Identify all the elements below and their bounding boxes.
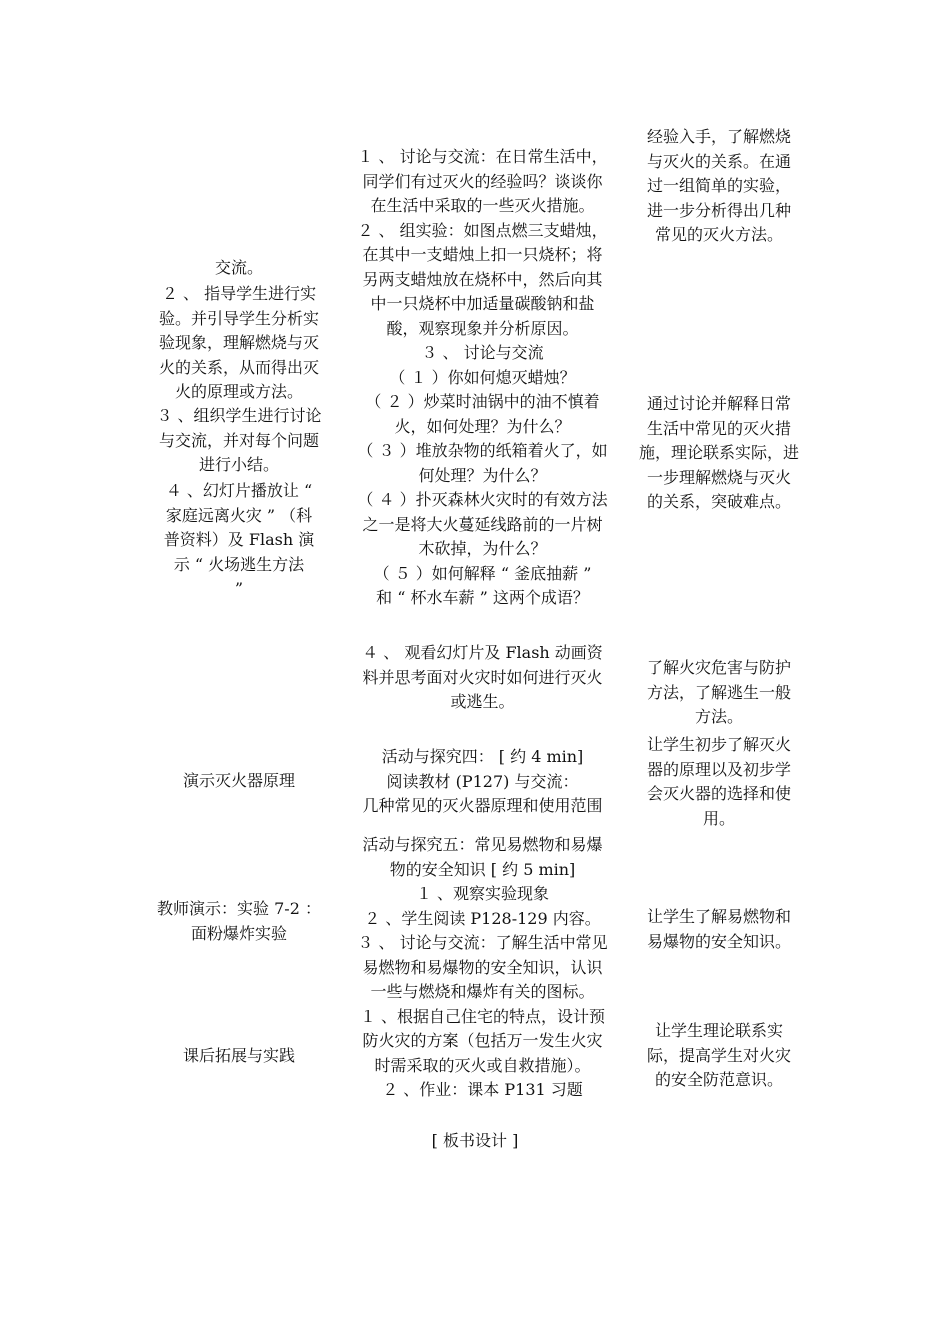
student-activity-line: 时需采取的灭火或自救措施）。 — [374, 1055, 591, 1075]
teacher-activity-line: ２ 、 指导学生进行实 — [161, 284, 317, 303]
student-activity-line: 何处理？为什么？ — [418, 465, 547, 485]
design-intent-line: 方法，了解逃生一般 — [646, 682, 791, 702]
student-activity-line: 阅读教材 (P127) 与交流： — [386, 771, 579, 791]
teacher-activity-line: ４ 、幻灯片播放让 “ — [165, 481, 313, 500]
design-intent-line: 让学生初步了解灭火 — [646, 735, 791, 754]
design-intent-block — [630, 905, 808, 954]
teacher-activity-line: ３ 、组织学生进行讨论 — [156, 406, 322, 425]
student-activity-line: 易燃物和易爆物的安全知识，认识 — [362, 957, 603, 977]
design-intent-line: 的关系，突破难点。 — [646, 492, 791, 511]
student-activity-line: ２ 、 组实验：如图点燃三支蜡烛， — [357, 220, 608, 240]
student-activity-line: （ ４ ）扑灭森林火灾时的有效方法 — [357, 490, 608, 509]
student-activity-line: （ ２ ）炒菜时油锅中的油不慎着 — [365, 392, 600, 411]
teacher-activity-line: 火的原理或方法。 — [174, 382, 303, 401]
design-intent-line: 易爆物的安全知识。 — [646, 931, 791, 951]
teacher-activity-line: 面粉爆炸实验 — [190, 923, 287, 943]
teacher-activity-line: 火的关系，从而得出灭 — [158, 357, 319, 377]
student-activity-line: 木砍掉，为什么？ — [418, 539, 547, 558]
teacher-activity-line: 家庭远离火灾 ” （科 — [165, 505, 313, 525]
teacher-activity-line: 与交流，并对每个问题 — [158, 430, 319, 450]
design-intent-line: 际，提高学生对火灾 — [646, 1045, 791, 1065]
teacher-activity-line: ” — [234, 579, 244, 598]
design-intent-line: 过一组简单的实验， — [646, 176, 791, 195]
student-activity-line: 活动与探究四： [ 约 4 min] — [381, 747, 584, 766]
student-activity-line: 中一只烧杯中加适量碳酸钠和盐 — [370, 294, 595, 313]
teacher-activity-line: 进行小结。 — [198, 455, 279, 474]
design-intent-line: 通过讨论并解释日常 — [646, 394, 791, 413]
design-intent-block — [630, 656, 808, 730]
design-intent-block — [630, 1019, 808, 1093]
student-activity-line: 在其中一支蜡烛上扣一只烧杯；将 — [362, 245, 603, 264]
student-activity-line: ３ 、 讨论与交流 — [421, 343, 544, 362]
student-activity-line: １ 、根据自己住宅的特点，设计预 — [359, 1006, 606, 1026]
board-design-heading: [ 板书设计 ] — [431, 1131, 519, 1150]
student-activity-line: 料并思考面对火灾时如何进行灭火 — [362, 667, 603, 687]
student-activity-line: 或逃生。 — [450, 692, 515, 711]
teacher-activity-block — [143, 769, 335, 794]
design-intent-block — [630, 392, 808, 515]
student-activity-line: ３ 、 讨论与交流：了解生活中常见 — [357, 933, 608, 952]
design-intent-line: 常见的灭火方法。 — [654, 225, 783, 244]
teacher-activity-line: 普资料）及 Flash 演 — [163, 530, 315, 549]
design-intent-line: 让学生了解易燃物和 — [646, 907, 791, 926]
design-intent-line: 器的原理以及初步学 — [646, 759, 791, 779]
teacher-activity-block — [143, 479, 335, 602]
teacher-activity-block — [143, 282, 335, 405]
student-activity-line: 另两支蜡烛放在烧杯中，然后向其 — [362, 269, 603, 289]
student-activity-line: 几种常见的灭火器原理和使用范围 — [362, 796, 603, 815]
student-activity-line: 和 “ 杯水车薪 ” 这两个成语？ — [376, 588, 589, 607]
student-activity-line: 火，如何处理？为什么？ — [394, 416, 571, 436]
student-activity-block — [335, 745, 630, 819]
teacher-activity-block — [143, 404, 335, 478]
design-intent-line: 方法。 — [694, 707, 743, 726]
student-activity-line: （ ３ ）堆放杂物的纸箱着火了，如 — [357, 441, 608, 460]
design-intent-line: 一步理解燃烧与灭火 — [646, 467, 791, 487]
design-intent-line: 施，理论联系实际，进 — [638, 443, 799, 462]
design-intent-line: 让学生理论联系实 — [654, 1021, 783, 1040]
student-activity-line: 之一是将大火蔓延线路前的一片树 — [362, 514, 603, 534]
teacher-activity-line: 教师演示：实验 7-2 ： — [157, 899, 321, 918]
student-activity-line: （ ５ ）如何解释 “ 釜底抽薪 ” — [373, 563, 592, 583]
teacher-activity-line: 演示灭火器原理 — [182, 771, 295, 790]
design-intent-line: 会灭火器的选择和使 — [646, 784, 791, 803]
design-intent-line: 与灭火的关系。在通 — [646, 151, 791, 171]
teacher-activity-line: 验。并引导学生分析实 — [158, 308, 319, 328]
design-intent-line: 进一步分析得出几种 — [646, 200, 791, 220]
student-activity-block — [335, 833, 630, 1103]
teacher-activity-block — [143, 1044, 335, 1069]
teacher-activity-block — [143, 256, 335, 281]
design-intent-line: 生活中常见的灭火措 — [646, 418, 791, 438]
student-activity-line: ４ 、 观看幻灯片及 Flash 动画资 — [362, 643, 603, 662]
student-activity-line: １ 、观察实验现象 — [415, 884, 550, 903]
student-activity-line: 活动与探究五：常见易燃物和易爆 — [362, 835, 603, 854]
design-intent-line: 用。 — [702, 808, 735, 828]
student-activity-line: ２ 、作业：课本 P131 习题 — [382, 1080, 583, 1099]
student-activity-line: 一些与燃烧和爆炸有关的图标。 — [370, 982, 595, 1001]
design-intent-block — [630, 733, 808, 831]
student-activity-line: 防火灾的方案（包括万一发生火灾 — [362, 1031, 603, 1050]
student-activity-line: （ １ ）你如何熄灭蜡烛？ — [389, 367, 576, 387]
design-intent-block — [630, 125, 808, 248]
student-activity-line: 物的安全知识 [ 约 5 min] — [389, 859, 576, 879]
design-intent-line: 的安全防范意识。 — [654, 1070, 783, 1089]
teacher-activity-line: 交流。 — [214, 258, 263, 277]
student-activity-block — [335, 641, 630, 715]
teacher-activity-line: 课后拓展与实践 — [182, 1046, 295, 1065]
student-activity-line: 酸，观察现象并分析原因。 — [386, 318, 579, 338]
design-intent-line: 了解火灾危害与防护 — [646, 658, 791, 677]
teacher-activity-line: 示 “ 火场逃生方法 — [173, 554, 305, 574]
teacher-activity-line: 验现象，理解燃烧与灭 — [158, 333, 319, 352]
design-intent-line: 经验入手，了解燃烧 — [646, 127, 791, 146]
student-activity-line: 在生活中采取的一些灭火措施。 — [370, 196, 595, 215]
student-activity-line: １ 、 讨论与交流：在日常生活中， — [357, 147, 608, 166]
teacher-activity-block — [143, 897, 335, 946]
student-activity-line: ２ 、学生阅读 P128-129 内容。 — [364, 908, 601, 928]
student-activity-line: 同学们有过灭火的经验吗？谈谈你 — [362, 171, 603, 191]
student-activity-block — [335, 145, 630, 611]
